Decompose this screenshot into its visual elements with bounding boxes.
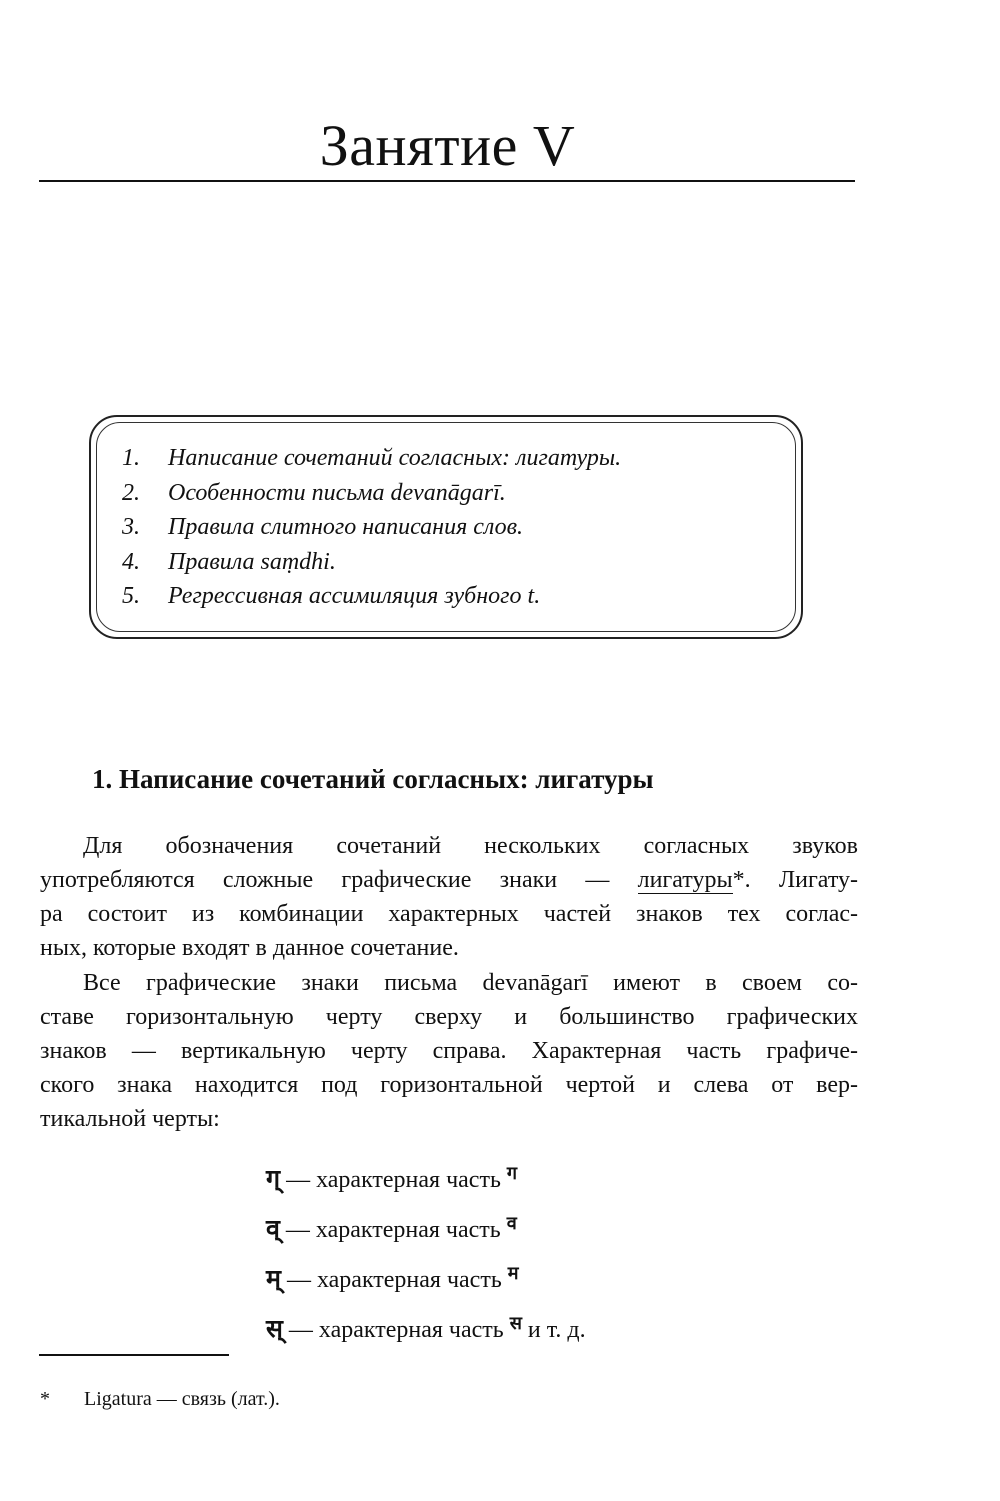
paragraph-ligatures: [40, 829, 858, 965]
example-text: — характерная часть: [279, 1217, 507, 1243]
devanagari-glyph: स्: [266, 1314, 283, 1343]
outline-item-text: Написание сочетаний согласных: лигатуры.: [168, 445, 622, 471]
outline-item-text: Правила saṃdhi.: [168, 548, 336, 575]
devanagari-part: ग: [506, 1163, 518, 1184]
outline-item-text: Регрессивная ассимиляция зубного t.: [168, 583, 541, 609]
chapter-title: Занятие V: [319, 113, 576, 178]
example-text: — характерная часть: [280, 1167, 507, 1193]
glyph-examples: [266, 1152, 586, 1352]
outline-item-text: Особенности письма devanāgarī.: [168, 479, 506, 506]
outline-item-number: 4.: [122, 548, 140, 575]
footnote: [40, 1385, 280, 1413]
footnote-divider: [39, 1354, 229, 1356]
outline-item: [122, 510, 621, 545]
footnote-mark: *: [40, 1388, 50, 1410]
paragraph-line: ского знака находится под горизонтальной чертой и слева от вер-: [40, 1072, 858, 1098]
paragraph-text: *. Лигату-: [732, 867, 858, 893]
paragraph-text: употребляются сложные графические знаки —: [40, 867, 638, 893]
paragraph-line: знаков — вертикальную черту справа. Характерная часть графиче-: [40, 1038, 858, 1064]
paragraph-line: Все графические знаки письма devanāgarī имеют в своем со-: [83, 970, 858, 996]
outline-item-number: 3.: [122, 514, 140, 540]
outline-item: [122, 579, 621, 614]
devanagari-glyph: व्: [266, 1214, 280, 1243]
example-text: — характерная часть: [280, 1267, 508, 1293]
title-divider: [39, 180, 855, 182]
glyph-example-row: [266, 1302, 586, 1352]
devanagari-part: स: [509, 1313, 522, 1334]
paragraph-line: ставе горизонтальную черту сверху и большинство графических: [40, 1004, 858, 1030]
paragraph-line: ра состоит из комбинации характерных частей знаков тех соглас-: [40, 901, 858, 927]
example-text: — характерная часть: [282, 1317, 510, 1343]
outline-item-number: 5.: [122, 583, 140, 609]
outline-item: [122, 476, 621, 511]
outline-item: [122, 441, 621, 476]
paragraph-line: [40, 863, 858, 897]
devanagari-part: म: [507, 1263, 519, 1284]
devanagari-glyph: ग्: [266, 1164, 281, 1193]
paragraph-line: ных, которые входят в данное сочетание.: [40, 935, 459, 961]
footnote-text: Ligatura — связь (лат.).: [84, 1388, 280, 1410]
outline-item-number: 1.: [122, 445, 140, 471]
paragraph-devanagari: [40, 966, 858, 1136]
glyph-example-row: [266, 1252, 586, 1302]
paragraph-line: Для обозначения сочетаний нескольких согласных звуков: [83, 833, 858, 859]
outline-item-number: 2.: [122, 479, 140, 506]
glyph-example-row: [266, 1152, 586, 1202]
devanagari-glyph: म्: [266, 1264, 281, 1293]
outline-item: [122, 545, 621, 580]
lesson-outline-list: [122, 441, 621, 614]
outline-item-text: Правила слитного написания слов.: [168, 514, 524, 540]
section-heading: 1. Написание сочетаний согласных: лигатуры: [92, 764, 654, 794]
term-ligatures: лигатуры: [637, 867, 733, 893]
paragraph-line: тикальной черты:: [40, 1106, 220, 1132]
devanagari-part: व: [506, 1213, 517, 1234]
glyph-example-row: [266, 1202, 586, 1252]
example-suffix: и т. д.: [521, 1317, 586, 1343]
